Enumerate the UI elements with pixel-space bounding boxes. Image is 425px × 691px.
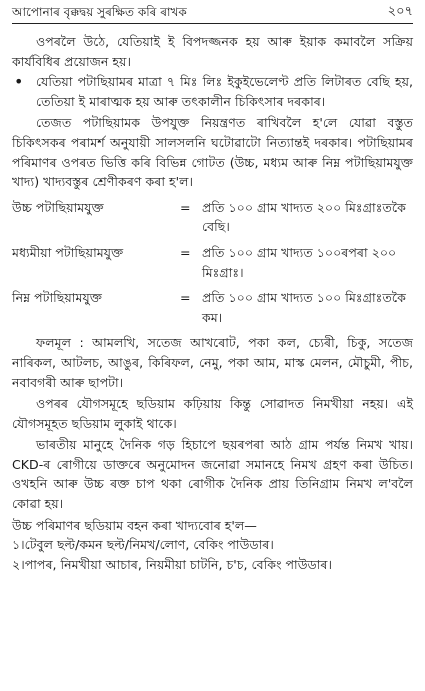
category-name: নিম্ন পটাছিয়ামযুক্ত — [12, 290, 102, 306]
list-item: ১।টেবুল ছল্ট/কমন ছল্ট/নিমখ/লোণ, বেকিং পাউডাৰ। — [12, 537, 274, 553]
sodium-intro: উচ্চ পৰিমাণৰ ছডিয়াম বহন কৰা খাদ্যবোৰ হ'ল— — [12, 517, 257, 533]
bullet-item — [12, 72, 413, 111]
category-name: উচ্চ পটাছিয়ামযুক্ত — [12, 199, 104, 215]
category-desc: প্ৰতি ১০০ গ্ৰাম খাদ্যত ১০০ৰপৰা ২০০ মিঃগ্ৰাঃ। — [202, 244, 397, 280]
list-item: ২।পাপৰ, নিমখীয়া আচাৰ, নিয়মীয়া চাটনি, চ'চ, বেকিং পাউডাৰ। — [12, 556, 333, 572]
paragraph-1: ওপৰলৈ উঠে, যেতিয়াই ই বিপদজ্জনক হয় আৰু ইয়াক কমাবলৈ সক্ৰিয় কাৰ্যবিধিৰ প্ৰয়োজন হয়। — [12, 34, 413, 69]
page-number: ২০৭ — [387, 4, 413, 19]
bullet-icon: • — [14, 72, 24, 92]
paragraph-3: ওপৰৰ যৌগসমূহে ছডিয়াম কঢ়িয়ায় কিন্তু সোৱাদত নিমখীয়া নহয়। এই যৌগসমূহত ছডিয়াম লুকাই থাকে। — [12, 396, 413, 431]
running-header — [12, 4, 413, 24]
category-desc: প্ৰতি ১০০ গ্ৰাম খাদ্যত ২০০ মিঃগ্ৰাঃতকৈ বেছি। — [202, 199, 406, 235]
category-equals: = — [180, 199, 191, 215]
category-row-high — [12, 198, 413, 237]
category-row-medium — [12, 243, 413, 282]
category-row-low — [12, 288, 413, 327]
category-equals: = — [180, 244, 191, 260]
paragraph-4: ভাৰতীয় মানুহে দৈনিক গড় হিচাপে ছয়ৰপৰা আঠ গ্ৰাম পৰ্যন্ত নিমখ খায়। CKD-ৰ ৰোগীয়ে ডাক্তৰে অনুমোদন জনোৱা সমানহে নিমখ গ্ৰহণ কৰা উচিত। ওখহনি আৰু উচ্চ ৰক্ত চাপ থকা ৰোগীক দৈনিক প্ৰায় তিনিগ্ৰাম নিমখ ল'বলৈ কোৱা হয়। — [12, 437, 413, 512]
category-equals: = — [180, 290, 191, 306]
category-name: মধ্যমীয়া পটাছিয়ামযুক্ত — [12, 244, 124, 260]
category-desc: প্ৰতি ১০০ গ্ৰাম খাদ্যত ১০০ মিঃগ্ৰাঃতকৈ কম। — [202, 290, 406, 325]
bullet-text: যেতিয়া পটাছিয়ামৰ মাত্ৰা ৭ মিঃ লিঃ ইকুইভেলেণ্ট প্ৰতি লিটাৰত বেছি হয়, তেতিয়া ই মাৰাত্মক হয় আৰু তৎকালীন চিকিৎসাৰ দৰকাৰ। — [36, 74, 413, 109]
paragraph-2: তেজত পটাছিয়ামক উপযুক্ত নিয়ন্ত্ৰণত ৰাখিবলৈ হ'লে যোৱা বস্তুত চিকিৎসকৰ পৰামৰ্শ অনুযায়ী সালসলনি ঘটোৱাটো নিত্যান্তই দৰকাৰ। পটাছিয়ামৰ পৰিমাণৰ ওপৰত ভিত্তি কৰি বিভিন্ন গোটত (উচ্চ, মধ্যম আৰু নিম্ন পটাছিয়ামযুক্ত খাদ্য) খাদ্যবস্তুৰ শ্ৰেণীকৰণ কৰা হ'ল। — [12, 115, 413, 190]
fruits-paragraph: ফলমূল : আমলখি, সতেজ আখৰোট, পকা কল, চ্যেৰী, চিকু, সতেজ নাৰিকল, আটলচ, আঙুৰ, কিৰিফল, নেমু, পকা আম, মাস্ক মেলন, মৌচুমী, পীচ, নবাবগৰী আৰু ছাপটা। — [12, 335, 413, 390]
header-title: আপোনাৰ বৃক্কদ্বয় সুৰক্ষিত কৰি ৰাখক — [12, 5, 187, 19]
